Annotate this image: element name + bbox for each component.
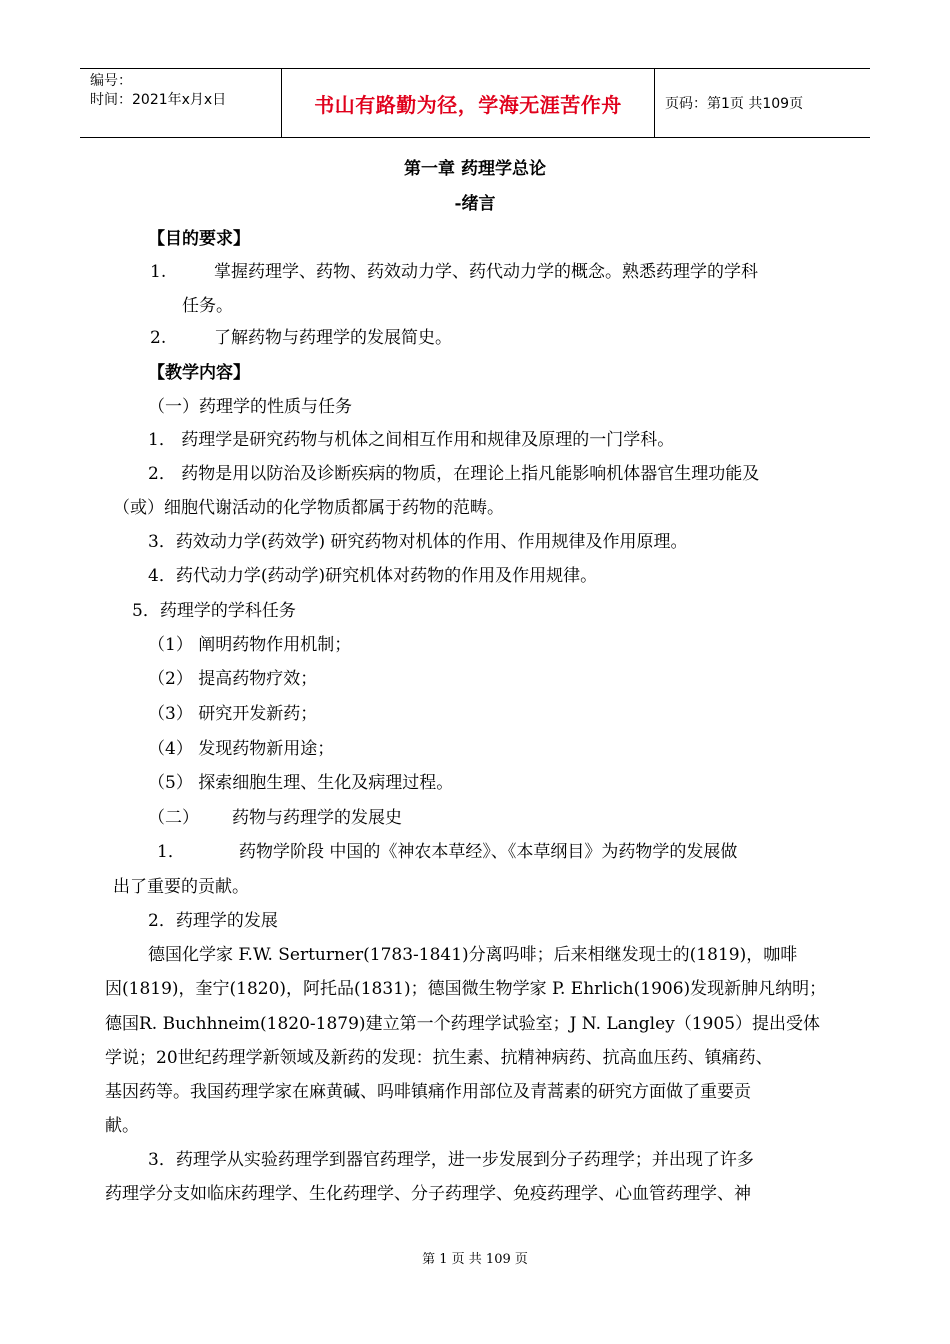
task-item-4: （4） 发现药物新用途； [148,739,335,759]
history-1-number: 1． [157,842,185,862]
history-detail-line-3: 德国R. Buchhneim(1820-1879)建立第一个药理学试验室；J N. Langley（1905）提出受体 [105,1014,821,1034]
page-footer: 第 1 页 共 109 页 [422,1252,528,1267]
document-header [80,68,870,138]
history-detail-line-2: 因(1819)，奎宁(1820)，阿托品(1831)；德国微生物学家 P. Ehrlich(1906)发现新胂凡纳明； [105,979,827,999]
time-label: 时间：2021年x月x日 [90,92,227,108]
objective-1-number: 1. [150,262,167,282]
objective-1-text: 掌握药理学、药物、药效动力学、药代动力学的概念。熟悉药理学的学科 [214,262,758,282]
paragraph-2-line-2: （或）细胞代谢活动的化学物质都属于药物的范畴。 [113,498,504,518]
history-detail-line-6: 献。 [105,1116,139,1136]
chapter-subtitle: -绪言 [454,194,496,214]
paragraph-1: 1． 药理学是研究药物与机体之间相互作用和规律及原理的一门学科。 [148,430,675,450]
code-label: 编号： [90,73,132,89]
chapter-title: 第一章 药理学总论 [404,159,546,179]
paragraph-3: 3．药效动力学(药效学) 研究药物对机体的作用、作用规律及作用原理。 [148,532,688,552]
history-detail-line-5: 基因药等。我国药理学家在麻黄碱、吗啡镇痛作用部位及青蒿素的研究方面做了重要贡 [105,1082,751,1102]
history-1-text: 药物学阶段 中国的《神农本草经》、《本草纲目》为药物学的发展做 [239,842,738,862]
motto-text: 书山有路勤为径，学海无涯苦作舟 [314,92,622,117]
objectives-heading: 【目的要求】 [148,229,250,249]
history-3-line-1: 3．药理学从实验药理学到器官药理学，进一步发展到分子药理学；并出现了许多 [148,1150,754,1170]
history-3-line-2: 药理学分支如临床药理学、生化药理学、分子药理学、免疫药理学、心血管药理学、神 [105,1184,751,1204]
task-item-2: （2） 提高药物疗效； [148,669,318,689]
history-2-heading: 2．药理学的发展 [148,911,278,931]
objective-1-continuation: 任务。 [182,296,233,316]
paragraph-2-line-1: 2． 药物是用以防治及诊断疾病的物质，在理论上指凡能影响机体器官生理功能及 [148,464,760,484]
task-item-1: （1） 阐明药物作用机制； [148,635,352,655]
section-2-heading: 药物与药理学的发展史 [232,808,402,828]
header-left-cell [80,69,281,137]
header-motto-cell [281,69,655,137]
history-1-continuation: 出了重要的贡献。 [113,877,249,897]
paragraph-4: 4．药代动力学(药动学)研究机体对药物的作用及作用规律。 [148,566,598,586]
content-heading: 【教学内容】 [148,363,250,383]
section-1-heading: （一）药理学的性质与任务 [148,397,352,417]
task-item-3: （3） 研究开发新药； [148,704,318,724]
task-item-5: （5） 探索细胞生理、生化及病理过程。 [148,773,454,793]
header-page-info-cell [655,69,870,137]
history-detail-line-1: 德国化学家 F.W. Serturner(1783-1841)分离吗啡；后来相继发现士的(1819)，咖啡 [148,945,798,965]
objective-2-number: 2. [150,328,167,348]
paragraph-5: 5．药理学的学科任务 [132,601,296,621]
page-info: 页码：第1页 共109页 [665,96,804,112]
section-2-number: （二） [148,808,199,828]
history-detail-line-4: 学说；20世纪药理学新领域及新药的发现：抗生素、抗精神病药、抗高血压药、镇痛药、 [105,1048,773,1068]
objective-2-text: 了解药物与药理学的发展简史。 [214,328,452,348]
